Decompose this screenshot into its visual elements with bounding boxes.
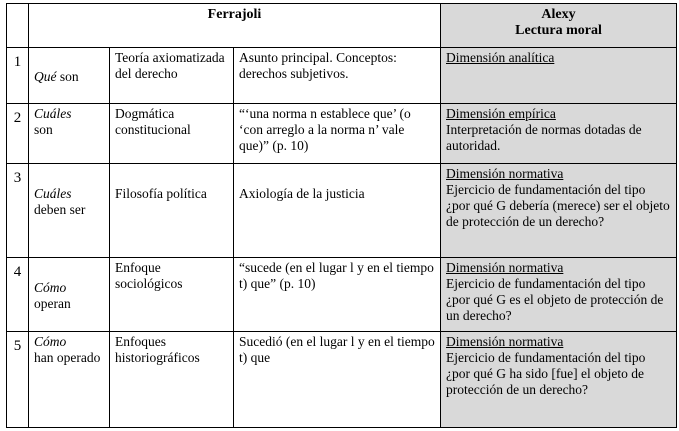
alexy-cell — [441, 258, 677, 332]
ferrajoli-description-cell — [234, 164, 441, 258]
alexy-cell — [441, 104, 677, 164]
question-cell — [29, 164, 110, 258]
header-alexy-name: Alexy — [541, 7, 576, 22]
table-row — [7, 104, 677, 164]
discipline-text: Filosofía política — [115, 186, 207, 201]
header-alexy — [441, 4, 677, 48]
row-number: 1 — [7, 48, 29, 104]
ferrajoli-description-cell: “‘una norma n establece que’ (o ‘con arreglo a la norma n’ vale que)” (p. 10) — [234, 104, 441, 164]
question-cell — [29, 332, 110, 428]
dimension-description: Ejercicio de fundamentación del tipo ¿por qué G ha sido [fue] el objeto de protección de un derecho? — [446, 350, 646, 397]
question-rest: han operado — [34, 350, 101, 365]
header-alexy-subtitle: Lectura moral — [515, 23, 602, 38]
table-row — [7, 332, 677, 428]
dimension-description: Ejercicio de fundamentación del tipo ¿por qué G es el objeto de protección de un derecho? — [446, 276, 664, 323]
dimension-label: Dimensión analítica — [446, 50, 555, 65]
alexy-cell — [441, 332, 677, 428]
table-row — [7, 258, 677, 332]
ferrajoli-discipline-cell — [110, 164, 234, 258]
question-rest: deben ser — [34, 202, 86, 217]
question-italic: Cuáles — [34, 106, 72, 121]
question-cell — [29, 104, 110, 164]
comparison-table — [6, 3, 677, 428]
question-cell — [29, 258, 110, 332]
table-row — [7, 48, 677, 104]
row-number: 5 — [7, 332, 29, 428]
question-rest: son — [56, 68, 79, 84]
question-italic: Cómo — [34, 280, 67, 295]
alexy-cell — [441, 48, 677, 104]
row-number: 4 — [7, 258, 29, 332]
question-italic: Cuáles — [34, 186, 72, 201]
description-text: Axiología de la justicia — [239, 186, 365, 201]
question-italic: Cómo — [34, 334, 67, 349]
dimension-label: Dimensión normativa — [446, 166, 564, 181]
dimension-description: Interpretación de normas dotadas de autoridad. — [446, 122, 642, 153]
ferrajoli-description-cell: “sucede (en el lugar l y en el tiempo t) que” (p. 10) — [234, 258, 441, 332]
question-italic: Qué — [34, 68, 57, 84]
ferrajoli-description-cell: Sucedió (en el lugar l y en el tiempo t) que — [234, 332, 441, 428]
dimension-label: Dimensión normativa — [446, 260, 564, 275]
header-blank-cell — [7, 4, 29, 48]
question-rest: operan — [34, 296, 71, 311]
dimension-label: Dimensión empírica — [446, 106, 556, 121]
alexy-cell — [441, 164, 677, 258]
dimension-description: Ejercicio de fundamentación del tipo ¿por qué G debería (merece) ser el objeto de protección de un derecho? — [446, 182, 670, 229]
ferrajoli-discipline-cell: Enfoques historiográficos — [110, 332, 234, 428]
dimension-label: Dimensión normativa — [446, 334, 564, 349]
question-rest: son — [34, 122, 53, 137]
header-row — [7, 4, 677, 48]
table-row — [7, 164, 677, 258]
ferrajoli-discipline-cell: Enfoque sociológicos — [110, 258, 234, 332]
ferrajoli-discipline-cell: Teoría axiomatizada del derecho — [110, 48, 234, 104]
ferrajoli-discipline-cell: Dogmática constitucional — [110, 104, 234, 164]
row-number: 3 — [7, 164, 29, 258]
ferrajoli-description-cell: Asunto principal. Conceptos: derechos subjetivos. — [234, 48, 441, 104]
question-cell — [29, 48, 110, 104]
row-number: 2 — [7, 104, 29, 164]
header-ferrajoli: Ferrajoli — [29, 4, 441, 48]
